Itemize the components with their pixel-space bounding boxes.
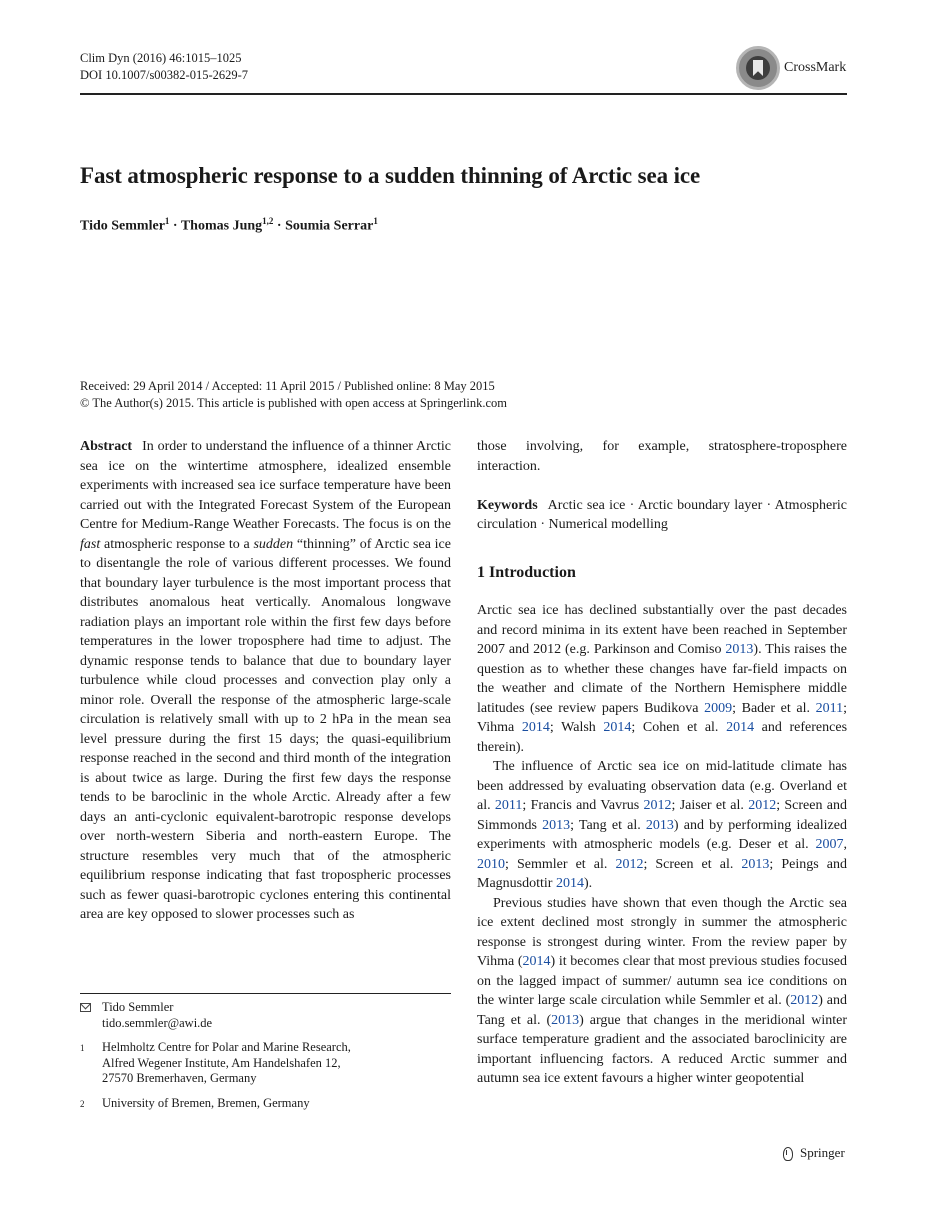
paragraph-text: ; Walsh — [549, 720, 604, 735]
section-heading: 1 Introduction — [477, 563, 576, 581]
paragraph-text: The influence of Arctic sea ice on mid-latitude climate has been addressed by evaluating observation data (e.g. Overland et al. — [477, 759, 847, 813]
journal-reference — [80, 50, 248, 84]
envelope-icon — [80, 1003, 91, 1012]
article-title: Fast atmospheric response to a sudden thinning of Arctic sea ice — [80, 163, 701, 188]
paragraph-text: ; Cohen et al. — [631, 720, 727, 735]
citation-link[interactable]: 2013 — [725, 642, 754, 657]
crossmark-badge[interactable] — [736, 46, 846, 90]
author-name[interactable]: Thomas Jung — [180, 218, 263, 234]
abstract-text: “thinning” of Arctic sea ice to disentangle the role of various different processes. We found that boundary layer turbulence is the most important process that distributes anomalous heat vertically. Anomalous longwave radiation plays an important role within the first few days before temperatures in the lower troposphere had time to adjust. The dynamic response tends to balance that due to boundary layer turbulence while cloud processes and convection play only a minor role. Overall the response of the atmospheric large-scale circulation is relatively small with up to 2 hPa in the mean sea level pressure during the first 15 days; the quasi-equilibrium response reached in the second and third month of the integration is about twice as large. During the first few days the response tends to be baroclinic in the whole Arctic. Already after a few days an anti-cyclonic equivalent-barotropic response develops over north-western Siberia and north-eastern Europe. The structure resembles very much that of the atmospheric equilibrium response indicating that fast tropospheric processes such as fewer quasi-barotropic cyclones entering this continental area are key opposed to slower processes such as — [80, 536, 451, 922]
crossmark-icon — [736, 46, 780, 90]
citation-link[interactable]: 2011 — [494, 798, 523, 813]
footnote-divider — [80, 993, 451, 994]
author-list — [80, 216, 378, 235]
paragraph-text: ). This raises the question as to whether these changes have far-field impacts on the weather and climate of the Northern Hemisphere middle latitudes (see review papers Budikova — [477, 642, 848, 716]
corresponding-author — [80, 1000, 451, 1031]
affiliation-mark: 1 — [80, 1043, 85, 1053]
doi[interactable]: DOI 10.1007/s00382-015-2629-7 — [80, 68, 249, 82]
footnotes — [80, 1000, 451, 1112]
citation-link[interactable]: 2014 — [522, 954, 551, 969]
crossmark-label: CrossMark — [784, 60, 847, 75]
citation-link[interactable]: 2014 — [521, 720, 550, 735]
paragraph-text: ; Bader et al. — [732, 700, 816, 716]
paragraph-text: ) and Tang et al. ( — [477, 993, 847, 1028]
citation-link[interactable]: 2012 — [748, 798, 777, 813]
abstract-heading: Abstract — [80, 439, 133, 454]
publisher-name: Springer — [800, 1145, 845, 1160]
affiliation-2 — [80, 1096, 451, 1113]
citation-link[interactable]: 2012 — [790, 993, 819, 1008]
paragraph-text: Arctic sea ice has declined substantially over the past decades and record minima in its extent have been reached in September 2007 and 2012 (e.g. Parkinson and Comiso — [477, 603, 847, 657]
paragraph-text: ; Semmler et al. — [505, 856, 616, 872]
citation-link[interactable]: 2014 — [726, 720, 755, 735]
affiliation-line: Alfred Wegener Institute, Am Handelshafen 12, — [102, 1055, 341, 1070]
citation-link[interactable]: 2012 — [615, 856, 644, 872]
citation-link[interactable]: 2007 — [815, 837, 844, 852]
publication-dates — [80, 378, 507, 411]
paragraph-text: ; Screen et al. — [643, 856, 742, 872]
abstract-text: In order to understand the influence of a thinner Arctic sea ice on the wintertime atmosphere, idealized ensemble experiments with increased sea ice surface temperature have been carried out with the Integrated Forecast System of the European Centre for Medium-Range Weather Forecasts. The focus is on the — [80, 439, 451, 532]
abstract-continuation: those involving, for example, stratosphere-troposphere interaction. — [477, 439, 847, 474]
affiliation-mark: 2 — [80, 1098, 85, 1109]
corresponding-name: Tido Semmler — [102, 1000, 174, 1014]
author-affiliation: 1 — [373, 216, 378, 226]
publisher-logo — [780, 1145, 845, 1161]
paragraph-text: Previous studies have shown that even though the Arctic sea ice extent declined most strongly in summer the atmospheric response is strongest during winter. From the review paper by Vihma ( — [477, 895, 847, 969]
springer-horse-icon — [780, 1146, 795, 1161]
paragraph-text: ; Vihma — [477, 700, 847, 735]
citation-link[interactable]: 2013 — [645, 817, 674, 833]
journal-citation: Clim Dyn (2016) 46:1015–1025 — [80, 51, 242, 65]
paragraph-text: and references therein). — [477, 720, 848, 755]
citation-link[interactable]: 2014 — [603, 720, 632, 735]
abstract-emphasis: sudden — [253, 536, 294, 552]
author-name[interactable]: Tido Semmler — [80, 218, 165, 234]
paragraph-text: ; Peings and Magnusdottir — [477, 856, 847, 891]
intro-paragraph-3 — [477, 894, 847, 1089]
paragraph-text: ; Screen and Simmonds — [477, 798, 847, 833]
author-name[interactable]: Soumia Serrar — [285, 218, 374, 234]
affiliation-line: 27570 Bremerhaven, Germany — [102, 1071, 257, 1085]
keywords-heading: Keywords — [477, 497, 538, 513]
citation-link[interactable]: 2009 — [704, 700, 733, 716]
abstract — [80, 437, 451, 925]
keywords — [477, 496, 847, 535]
header-divider — [80, 93, 847, 95]
author-affiliation: 1 — [164, 216, 170, 226]
citation-link[interactable]: 2013 — [741, 856, 770, 872]
affiliation-1 — [80, 1040, 451, 1087]
copyright-notice: © The Author(s) 2015. This article is published with open access at Springerlink.com — [80, 395, 508, 410]
right-column — [477, 437, 847, 1089]
citation-link[interactable]: 2011 — [815, 700, 844, 716]
citation-link[interactable]: 2012 — [643, 798, 672, 813]
paragraph-text: , — [843, 837, 847, 852]
intro-paragraph-1 — [477, 601, 847, 757]
citation-link[interactable]: 2010 — [477, 856, 505, 872]
keywords-text: Arctic sea ice · Arctic boundary layer · Atmospheric circulation · Numerical modelling — [477, 497, 847, 532]
affiliation-line: University of Bremen, Bremen, Germany — [102, 1095, 310, 1110]
author-separator: · — [273, 218, 286, 234]
author-affiliation: 1,2 — [262, 216, 274, 226]
citation-link[interactable]: 2013 — [551, 1012, 580, 1028]
left-column — [80, 437, 451, 925]
abstract-text: atmospheric response to a — [100, 536, 254, 552]
citation-link[interactable]: 2014 — [555, 876, 584, 891]
author-separator: · — [169, 218, 181, 234]
affiliation-line: Helmholtz Centre for Polar and Marine Research, — [102, 1040, 351, 1054]
paragraph-text: ; Tang et al. — [570, 817, 646, 833]
history-dates: Received: 29 April 2014 / Accepted: 11 April 2015 / Published online: 8 May 2015 — [80, 379, 495, 393]
paragraph-text: ; Jaiser et al. — [671, 798, 749, 813]
paragraph-text: ) it becomes clear that most previous studies focused on the lagged impact of summer/ autumn sea ice conditions on the winter large scale circulation while Semmler et al. ( — [477, 954, 847, 1008]
citation-link[interactable]: 2013 — [542, 817, 571, 833]
paragraph-text: ; Francis and Vavrus — [522, 798, 644, 813]
abstract-emphasis: fast — [80, 536, 101, 552]
paragraph-text: ) and by performing idealized experiments with atmospheric models (e.g. Deser et al. — [477, 817, 847, 852]
paragraph-text: ). — [583, 876, 593, 891]
intro-paragraph-2 — [477, 757, 847, 894]
paragraph-text: ) argue that changes in the meridional winter surface temperature gradient and the associated baroclinicity are important influencing factors. A reduced Arctic summer and autumn sea ice extent favours a higher winter geopotential — [477, 1012, 847, 1086]
corresponding-email[interactable]: tido.semmler@awi.de — [102, 1015, 213, 1030]
